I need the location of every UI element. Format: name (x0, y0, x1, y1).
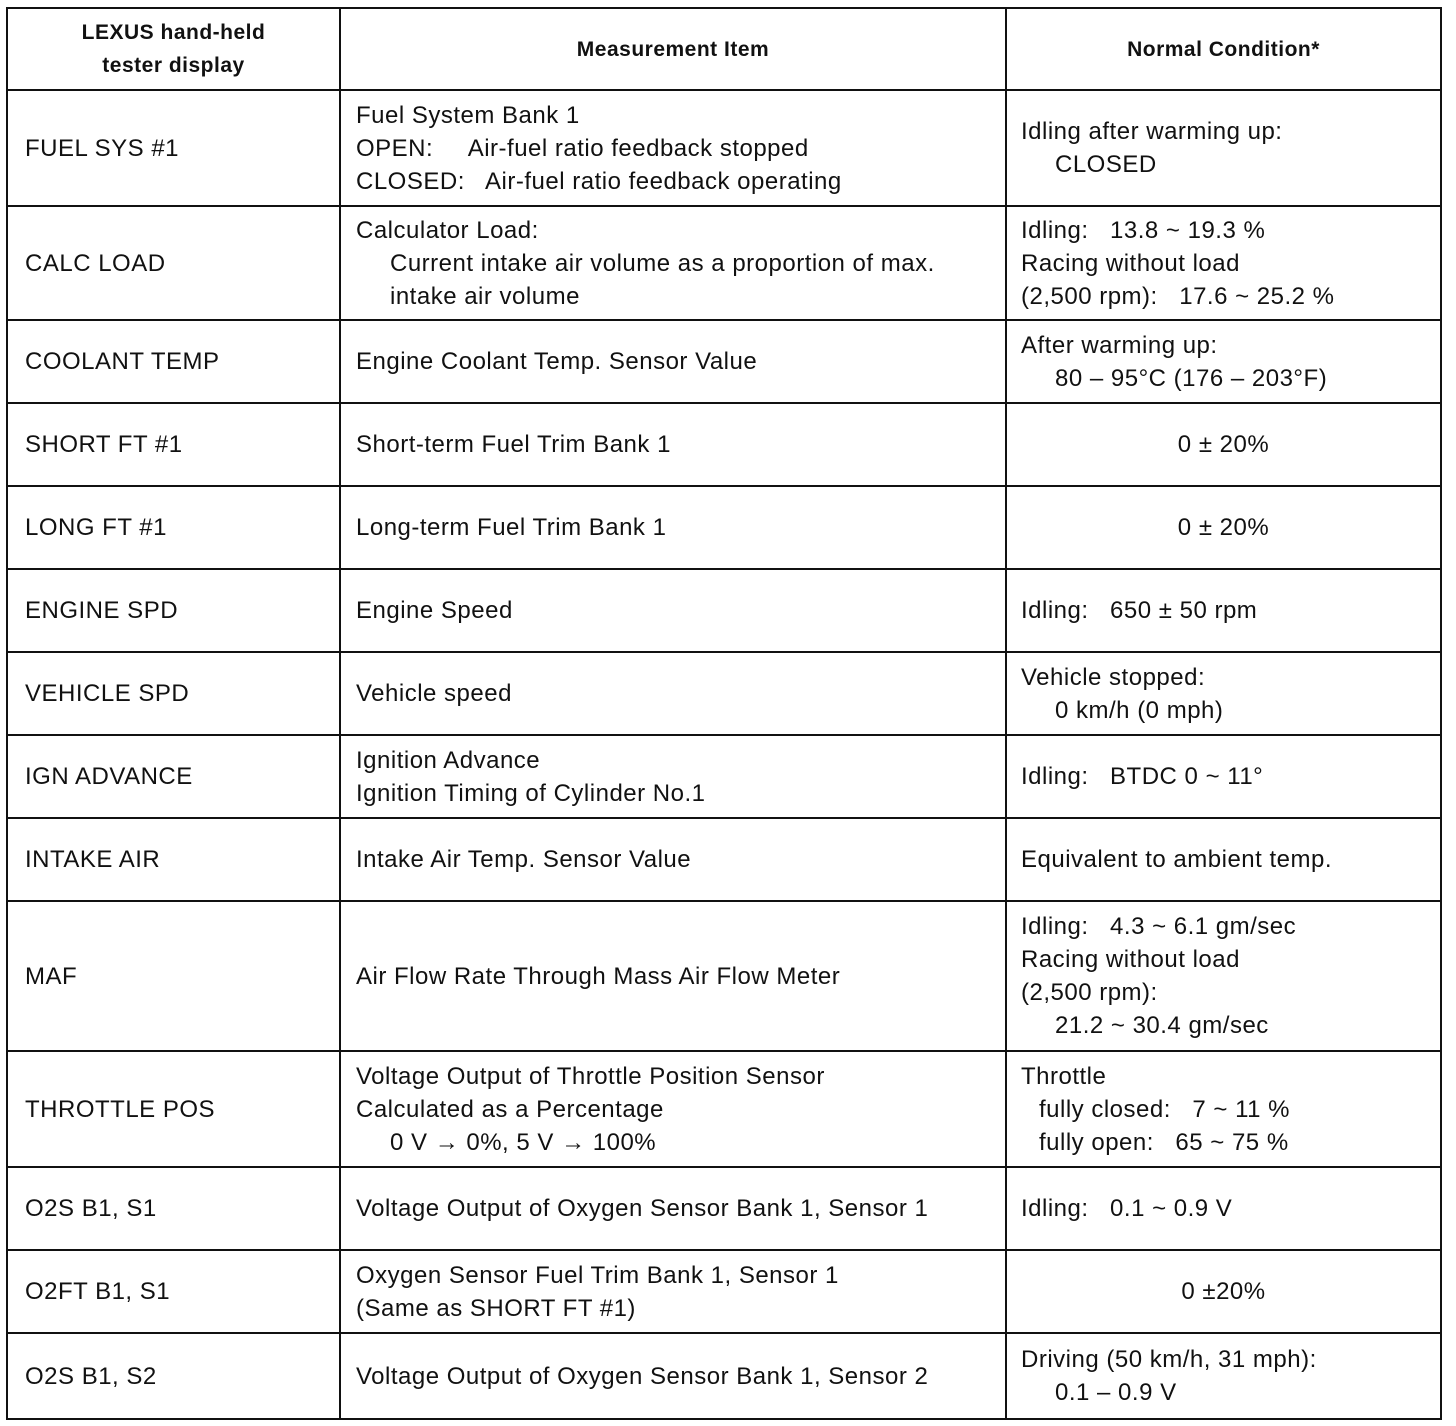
condition-line: Idling after warming up: (1021, 118, 1283, 145)
item-line: OPEN: Air-fuel ratio feedback stopped (356, 134, 809, 162)
condition-line: Idling: BTDC 0 ~ 11° (1021, 763, 1264, 790)
measurement-item-cell (340, 652, 1006, 735)
tester-display-cell: IGN ADVANCE (7, 735, 340, 818)
normal-condition-cell (1006, 206, 1441, 320)
table-row (7, 90, 1441, 206)
condition-line: 0 ± 20% (1177, 514, 1270, 541)
table-row (7, 569, 1441, 652)
normal-condition-cell (1006, 569, 1441, 652)
tester-display-cell: VEHICLE SPD (7, 652, 340, 735)
item-line: 0 V → 0%, 5 V → 100% (390, 1128, 657, 1156)
measurement-item-cell (340, 1167, 1006, 1250)
header-normal-condition: Normal Condition* (1006, 8, 1441, 90)
header-row (7, 8, 1441, 90)
measurement-item-cell (340, 90, 1006, 206)
measurement-item-cell (340, 486, 1006, 569)
item-line: Ignition Timing of Cylinder No.1 (356, 779, 706, 807)
header-tester-display (7, 8, 340, 90)
item-line: Short-term Fuel Trim Bank 1 (356, 431, 671, 458)
item-line: Oxygen Sensor Fuel Trim Bank 1, Sensor 1 (356, 1261, 839, 1289)
normal-condition-cell (1006, 1333, 1441, 1419)
normal-condition-cell (1006, 486, 1441, 569)
normal-condition-cell (1006, 90, 1441, 206)
table-row (7, 818, 1441, 901)
tester-display-cell: SHORT FT #1 (7, 403, 340, 486)
item-line: Ignition Advance (356, 746, 541, 774)
condition-line: 0.1 – 0.9 V (1055, 1379, 1177, 1406)
condition-line: Idling: 650 ± 50 rpm (1021, 597, 1258, 624)
measurement-item-cell (340, 818, 1006, 901)
item-line: Voltage Output of Oxygen Sensor Bank 1, Sensor 1 (356, 1195, 929, 1222)
normal-condition-cell (1006, 818, 1441, 901)
item-line: Calculated as a Percentage (356, 1095, 664, 1123)
item-line: Engine Speed (356, 597, 513, 624)
tester-display-cell: O2S B1, S2 (7, 1333, 340, 1419)
condition-line: CLOSED (1055, 151, 1157, 178)
condition-line: Driving (50 km/h, 31 mph): (1021, 1346, 1317, 1373)
condition-line: Equivalent to ambient temp. (1021, 846, 1333, 873)
condition-line: Idling: 4.3 ~ 6.1 gm/sec (1021, 913, 1297, 940)
measurement-item-cell (340, 569, 1006, 652)
tester-display-cell: INTAKE AIR (7, 818, 340, 901)
condition-line: Racing without load (1021, 249, 1240, 277)
tester-display-cell: CALC LOAD (7, 206, 340, 320)
measurement-item-cell (340, 735, 1006, 818)
table-row (7, 403, 1441, 486)
item-line: CLOSED: Air-fuel ratio feedback operating (356, 167, 842, 195)
condition-line: Idling: 13.8 ~ 19.3 % (1021, 216, 1266, 244)
condition-line: 80 – 95°C (176 – 203°F) (1055, 364, 1328, 392)
item-line: intake air volume (390, 282, 580, 310)
item-line: Intake Air Temp. Sensor Value (356, 846, 692, 873)
item-line: Air Flow Rate Through Mass Air Flow Meter (356, 962, 841, 990)
tester-display-cell: FUEL SYS #1 (7, 90, 340, 206)
table-row (7, 1051, 1441, 1167)
header-tester-display-line1: LEXUS hand-held (81, 21, 266, 44)
tester-display-cell: O2S B1, S1 (7, 1167, 340, 1250)
measurement-item-cell (340, 206, 1006, 320)
condition-line: After warming up: (1021, 331, 1218, 359)
condition-line: (2,500 rpm): 17.6 ~ 25.2 % (1021, 282, 1335, 310)
item-line: (Same as SHORT FT #1) (356, 1294, 636, 1322)
tester-display-cell: O2FT B1, S1 (7, 1250, 340, 1333)
item-line: Calculator Load: (356, 216, 539, 244)
table-row (7, 486, 1441, 569)
normal-condition-cell (1006, 1051, 1441, 1167)
table-row (7, 1333, 1441, 1419)
normal-condition-cell (1006, 1167, 1441, 1250)
measurement-item-cell (340, 403, 1006, 486)
normal-condition-cell (1006, 901, 1441, 1051)
condition-line: 0 ± 20% (1177, 431, 1270, 458)
normal-condition-cell (1006, 403, 1441, 486)
normal-condition-cell (1006, 652, 1441, 735)
item-line: Long-term Fuel Trim Bank 1 (356, 514, 667, 541)
condition-line: 21.2 ~ 30.4 gm/sec (1055, 1012, 1269, 1039)
measurement-item-cell (340, 1250, 1006, 1333)
item-line: Current intake air volume as a proportion of max. (390, 249, 935, 277)
item-line: Voltage Output of Oxygen Sensor Bank 1, Sensor 2 (356, 1362, 929, 1390)
table-row (7, 320, 1441, 403)
table-row (7, 735, 1441, 818)
item-line: Fuel System Bank 1 (356, 101, 580, 129)
table-row (7, 206, 1441, 320)
table-row (7, 1250, 1441, 1333)
condition-line: 0 ±20% (1181, 1278, 1266, 1305)
condition-line: Racing without load (1021, 946, 1240, 973)
measurement-item-cell (340, 901, 1006, 1051)
data-list-table (6, 7, 1442, 1420)
item-line: Vehicle speed (356, 680, 512, 707)
condition-line: (2,500 rpm): (1021, 979, 1158, 1006)
measurement-item-cell (340, 1333, 1006, 1419)
tester-display-cell: THROTTLE POS (7, 1051, 340, 1167)
table-row (7, 652, 1441, 735)
data-list-table-container (6, 7, 1440, 1418)
item-line: Voltage Output of Throttle Position Sensor (356, 1062, 825, 1090)
condition-line: Throttle (1021, 1062, 1107, 1090)
tester-display-cell: LONG FT #1 (7, 486, 340, 569)
condition-line: fully closed: 7 ~ 11 % (1039, 1095, 1291, 1123)
condition-line: 0 km/h (0 mph) (1055, 696, 1224, 724)
normal-condition-cell (1006, 1250, 1441, 1333)
tester-display-cell: COOLANT TEMP (7, 320, 340, 403)
condition-line: fully open: 65 ~ 75 % (1039, 1128, 1289, 1156)
header-tester-display-line2: tester display (102, 54, 245, 77)
measurement-item-cell (340, 1051, 1006, 1167)
tester-display-cell: ENGINE SPD (7, 569, 340, 652)
normal-condition-cell (1006, 320, 1441, 403)
condition-line: Vehicle stopped: (1021, 663, 1206, 691)
tester-display-cell: MAF (7, 901, 340, 1051)
table-row (7, 1167, 1441, 1250)
item-line: Engine Coolant Temp. Sensor Value (356, 348, 758, 375)
measurement-item-cell (340, 320, 1006, 403)
header-measurement-item: Measurement Item (340, 8, 1006, 90)
normal-condition-cell (1006, 735, 1441, 818)
table-row (7, 901, 1441, 1051)
condition-line: Idling: 0.1 ~ 0.9 V (1021, 1195, 1233, 1222)
